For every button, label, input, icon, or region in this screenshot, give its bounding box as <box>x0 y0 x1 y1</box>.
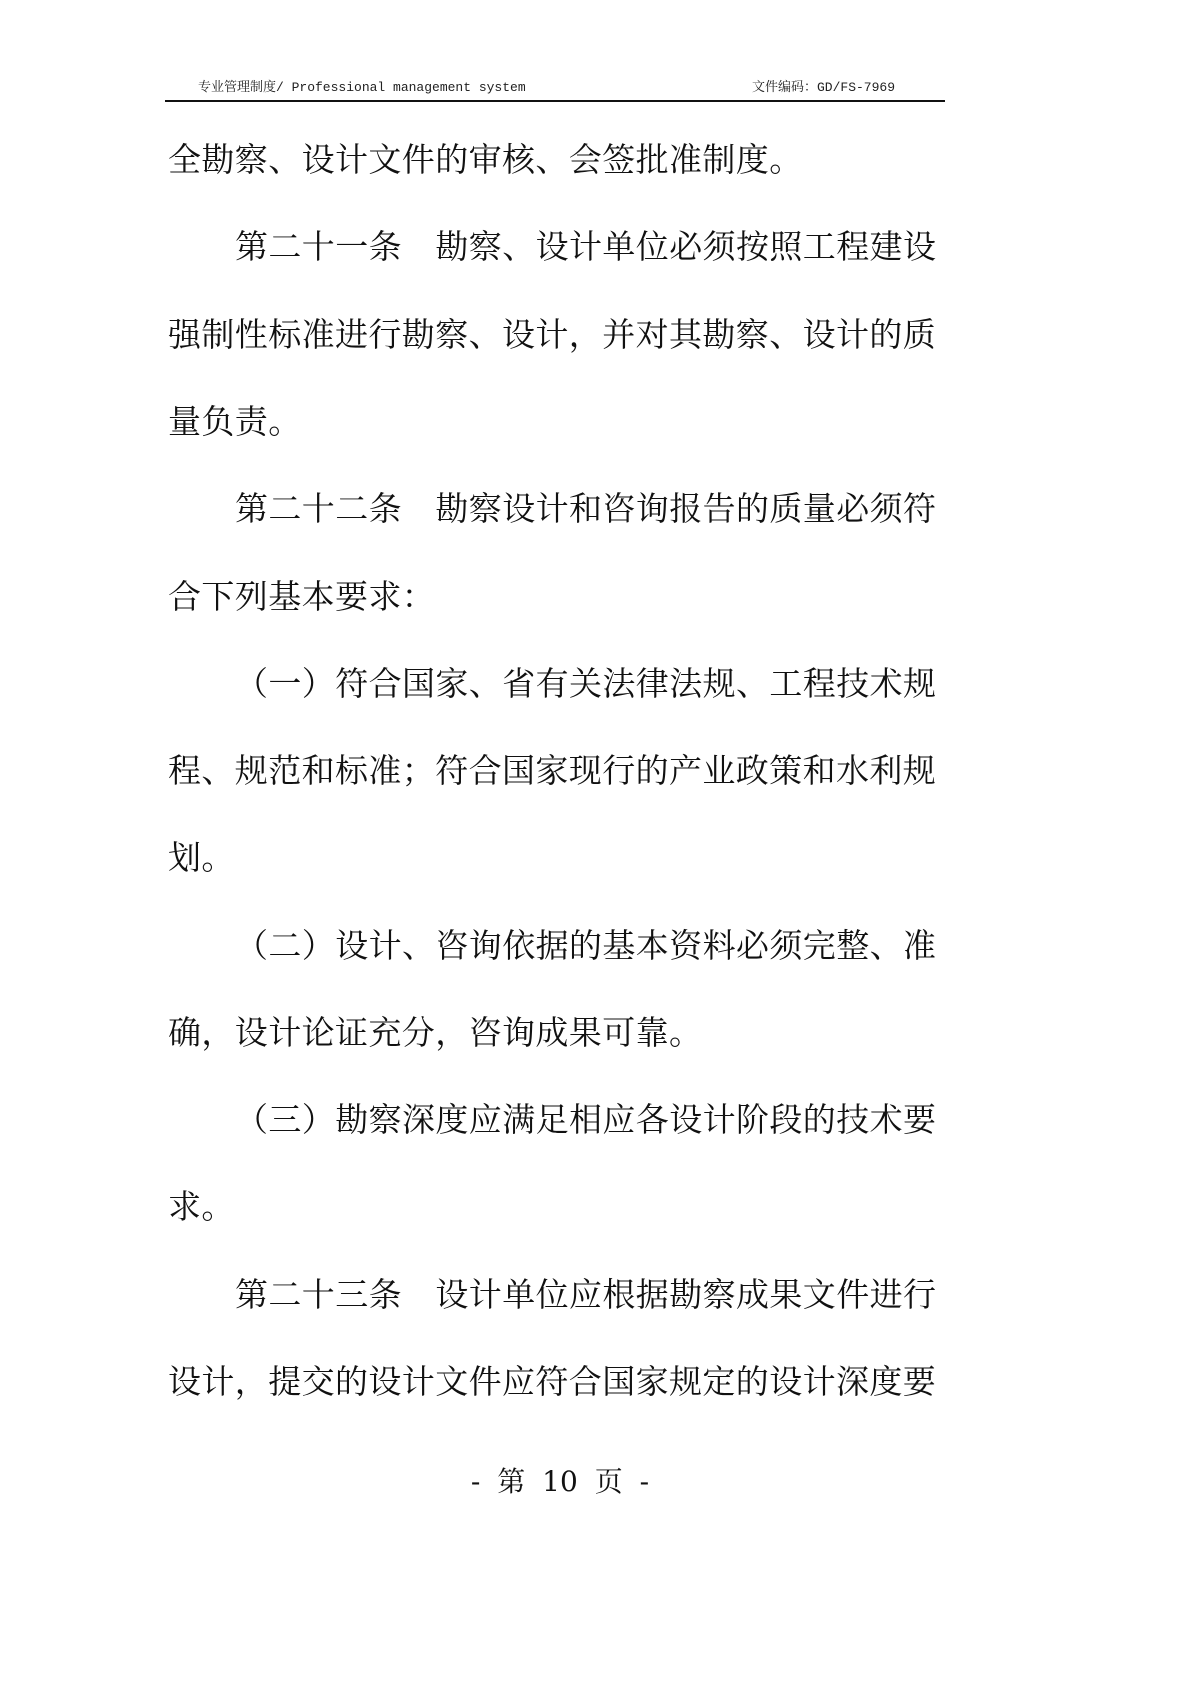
text-line: 强制性标准进行勘察、设计，并对其勘察、设计的质 <box>168 315 937 354</box>
header-document-code: 文件编码：GD/FS-7969 <box>752 80 896 95</box>
text-line: 第二十三条 设计单位应根据勘察成果文件进行 <box>235 1275 937 1314</box>
text-line: 划。 <box>168 838 235 877</box>
text-line: 第二十二条 勘察设计和咨询报告的质量必须符 <box>235 489 937 528</box>
text-line: 设计，提交的设计文件应符合国家规定的设计深度要 <box>168 1362 937 1401</box>
text-line: （三）勘察深度应满足相应各设计阶段的技术要 <box>235 1100 937 1139</box>
header-divider <box>165 100 945 102</box>
text-line: （二）设计、咨询依据的基本资料必须完整、准 <box>235 926 937 965</box>
text-line: 程、规范和标准；符合国家现行的产业政策和水利规 <box>168 751 937 790</box>
text-line: 确，设计论证充分，咨询成果可靠。 <box>168 1013 703 1052</box>
header-title: 专业管理制度/ Professional management system <box>198 80 526 95</box>
text-line: 第二十一条 勘察、设计单位必须按照工程建设 <box>235 227 937 266</box>
text-line: 全勘察、设计文件的审核、会签批准制度。 <box>168 140 803 179</box>
text-line: （一）符合国家、省有关法律法规、工程技术规 <box>235 664 937 703</box>
text-line: 量负责。 <box>168 402 302 441</box>
text-line: 求。 <box>168 1187 235 1226</box>
page-number: - 第 10 页 - <box>470 1465 650 1498</box>
text-line: 合下列基本要求： <box>168 577 436 616</box>
